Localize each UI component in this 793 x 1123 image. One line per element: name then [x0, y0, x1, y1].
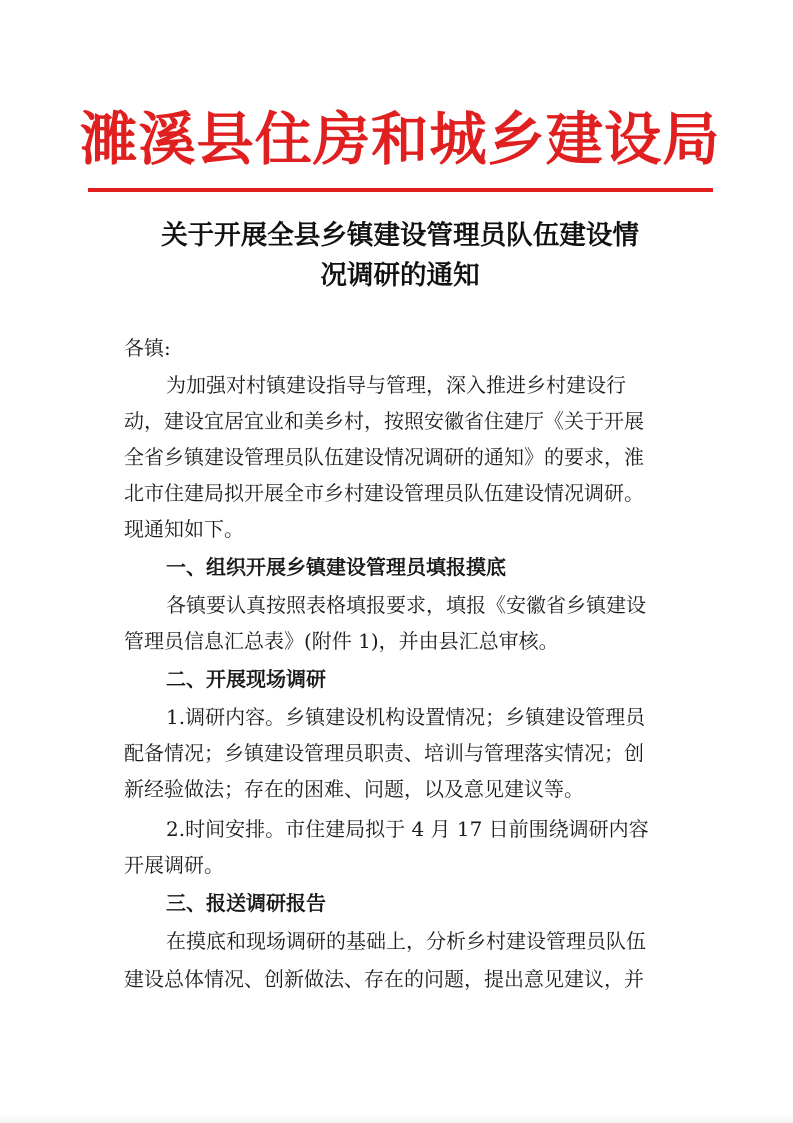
section-1-heading: 一、组织开展乡镇建设管理员填报摸底: [166, 555, 506, 579]
section-3-line-1: 在摸底和现场调研的基础上，分析乡村建设管理员队伍: [166, 929, 646, 953]
red-divider-line: [88, 188, 713, 192]
intro-line-4: 北市住建局拟开展全市乡村建设管理员队伍建设情况调研。: [124, 481, 644, 505]
intro-line-2: 动，建设宜居宜业和美乡村，按照安徽省住建厅《关于开展: [124, 409, 644, 433]
issuing-organization-header: 濉溪县住房和城乡建设局: [80, 106, 721, 173]
intro-line-3: 全省乡镇建设管理员队伍建设情况调研的通知》的要求，淮: [124, 445, 644, 469]
document-title: [100, 216, 700, 296]
intro-line-1: 为加强对村镇建设指导与管理，深入推进乡村建设行: [166, 373, 626, 397]
section-3-heading: 三、报送调研报告: [166, 891, 326, 915]
section-2-heading: 二、开展现场调研: [166, 667, 326, 691]
section-2-item-1-line-2: 配备情况；乡镇建设管理员职责、培训与管理落实情况；创: [124, 741, 644, 765]
section-2-item-1-line-1: 1.调研内容。乡镇建设机构设置情况；乡镇建设管理员: [166, 705, 646, 729]
section-1-line-2: 管理员信息汇总表》(附件 1)，并由县汇总审核。: [124, 629, 559, 653]
document-title-line-1: 关于开展全县乡镇建设管理员队伍建设情: [161, 220, 639, 251]
section-2-item-1-line-3: 新经验做法；存在的困难、问题，以及意见建议等。: [124, 777, 584, 801]
section-3-line-2: 建设总体情况、创新做法、存在的问题，提出意见建议，并: [124, 967, 644, 991]
section-2-item-2-line-1: 2.时间安排。市住建局拟于 4 月 17 日前围绕调研内容: [166, 817, 649, 841]
intro-line-5: 现通知如下。: [124, 517, 244, 541]
section-2-item-2-line-2: 开展调研。: [124, 853, 224, 877]
section-1-line-1: 各镇要认真按照表格填报要求，填报《安徽省乡镇建设: [166, 593, 646, 617]
scan-bottom-edge: [0, 1115, 793, 1123]
salutation: 各镇:: [124, 336, 171, 360]
document-title-line-2: 况调研的通知: [320, 260, 480, 291]
